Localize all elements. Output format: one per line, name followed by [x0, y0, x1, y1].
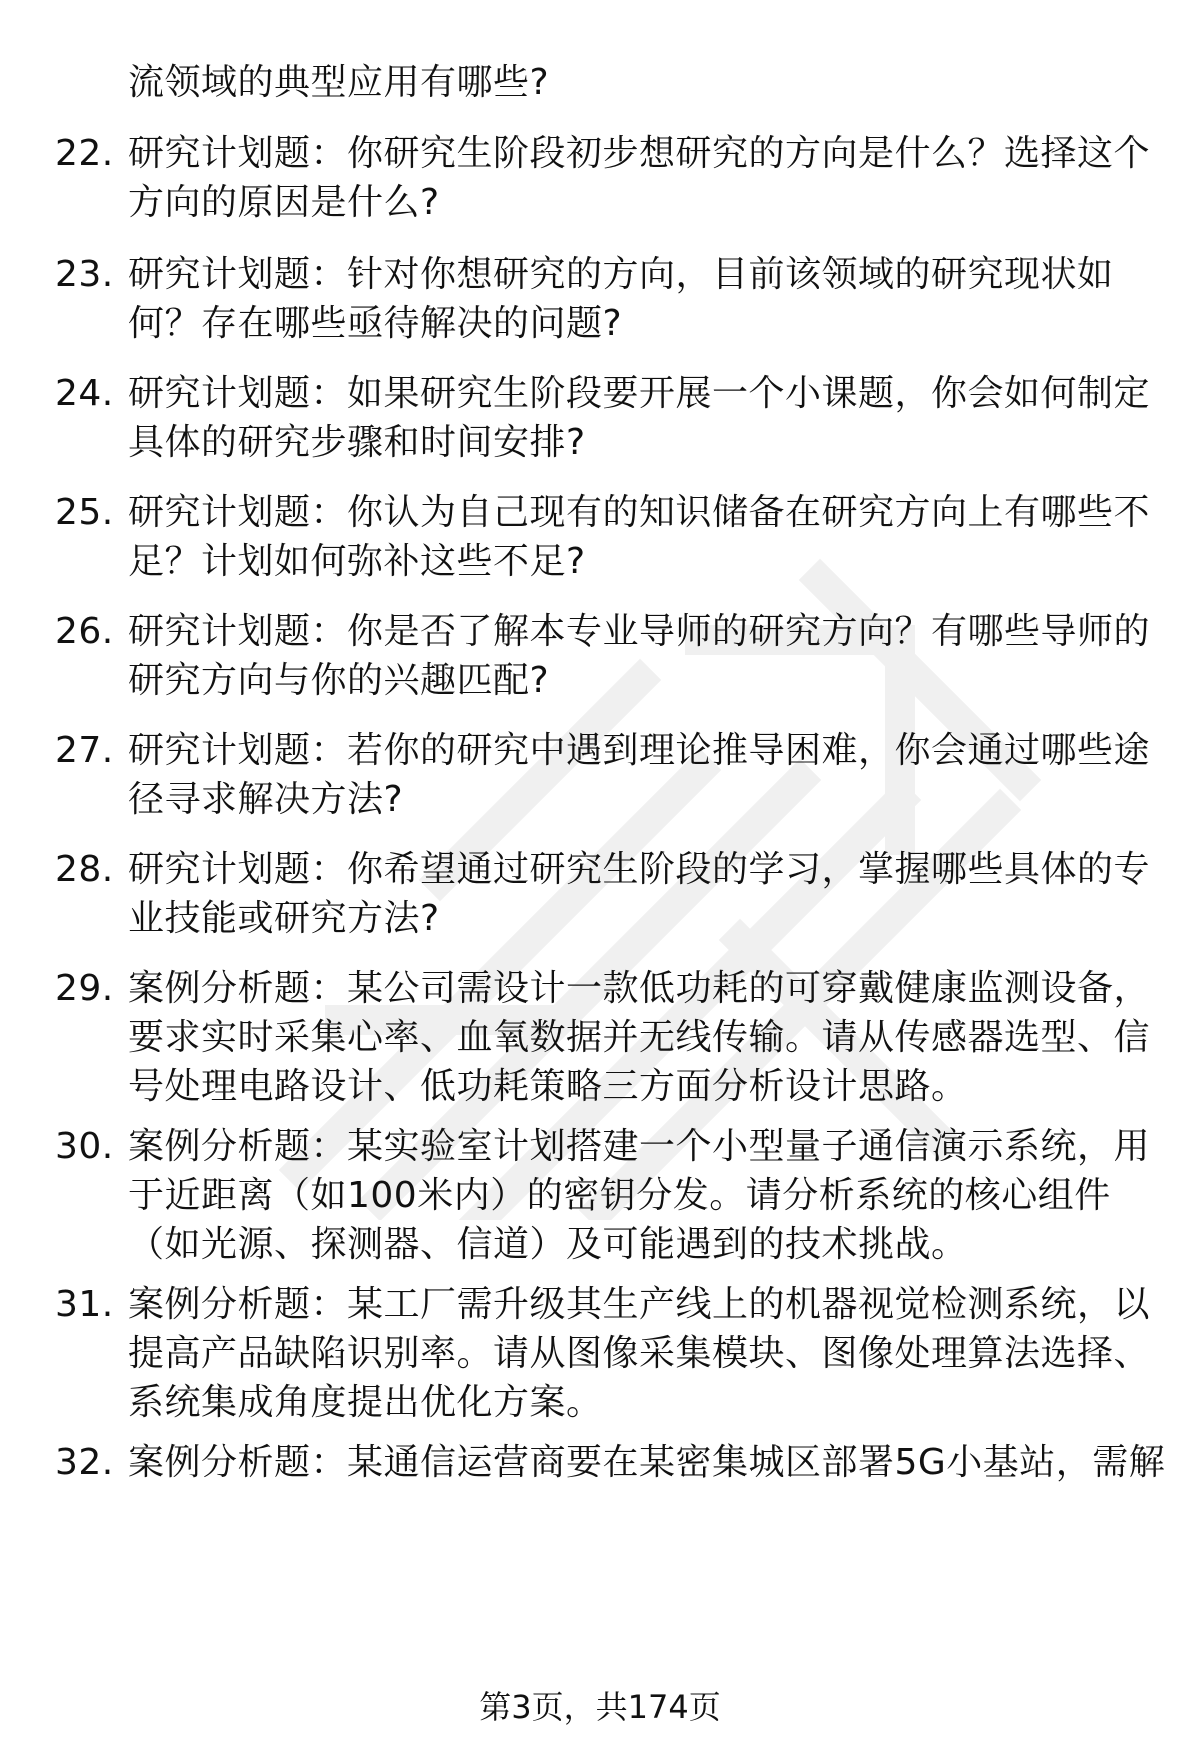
- question-text: [128, 845, 1200, 943]
- question-number: 28.: [55, 849, 114, 890]
- question-text-line: 号处理电路设计、低功耗策略三方面分析设计思路。: [128, 1066, 968, 1107]
- question-number: 26.: [55, 611, 114, 652]
- question-number: 30.: [55, 1126, 114, 1167]
- question-number: 29.: [55, 968, 114, 1009]
- question-text-line: 足？计划如何弥补这些不足?: [128, 541, 586, 582]
- question-text-line: 何？存在哪些亟待解决的问题?: [128, 303, 623, 344]
- question-text: [128, 964, 1200, 1111]
- question-number: 31.: [55, 1284, 114, 1325]
- question-text: [128, 726, 1200, 824]
- question-text-line: 流领域的典型应用有哪些?: [128, 62, 550, 103]
- page-footer: 第3页，共174页: [479, 1688, 721, 1726]
- question-text: [128, 1122, 1200, 1269]
- question-text: [128, 607, 1200, 705]
- question-text: [128, 250, 1200, 348]
- question-text-line: 径寻求解决方法?: [128, 779, 404, 820]
- question-text-line: 研究计划题：若你的研究中遇到理论推导困难，你会通过哪些途: [128, 730, 1151, 771]
- question-text-line: 方向的原因是什么?: [128, 182, 440, 223]
- question-text-line: 案例分析题：某实验室计划搭建一个小型量子通信演示系统，用: [128, 1126, 1151, 1167]
- question-text-line: 研究计划题：针对你想研究的方向，目前该领域的研究现状如: [128, 254, 1114, 295]
- question-text-line: 业技能或研究方法?: [128, 898, 440, 939]
- question-text: [128, 58, 1200, 107]
- question-text-line: 研究计划题：你是否了解本专业导师的研究方向？有哪些导师的: [128, 611, 1151, 652]
- question-text-line: 提高产品缺陷识别率。请从图像采集模块、图像处理算法选择、: [128, 1333, 1151, 1374]
- question-text: [128, 1438, 1200, 1487]
- question-number: 27.: [55, 730, 114, 771]
- question-text: [128, 369, 1200, 467]
- question-text-line: 具体的研究步骤和时间安排?: [128, 422, 586, 463]
- question-text-line: 研究计划题：你认为自己现有的知识储备在研究方向上有哪些不: [128, 492, 1151, 533]
- question-text-line: 案例分析题：某工厂需升级其生产线上的机器视觉检测系统，以: [128, 1284, 1151, 1325]
- question-text: [128, 1280, 1200, 1427]
- question-text-line: 于近距离（如100米内）的密钥分发。请分析系统的核心组件: [128, 1175, 1111, 1216]
- question-number: 25.: [55, 492, 114, 533]
- question-text-line: 案例分析题：某通信运营商要在某密集城区部署5G小基站，需解: [128, 1442, 1166, 1483]
- question-text-line: 系统集成角度提出优化方案。: [128, 1382, 603, 1423]
- question-number: 24.: [55, 373, 114, 414]
- question-text: [128, 129, 1200, 227]
- question-text-line: 研究方向与你的兴趣匹配?: [128, 660, 550, 701]
- question-text-line: 要求实时采集心率、血氧数据并无线传输。请从传感器选型、信: [128, 1017, 1151, 1058]
- question-text-line: 研究计划题：如果研究生阶段要开展一个小课题，你会如何制定: [128, 373, 1151, 414]
- question-text-line: 研究计划题：你希望通过研究生阶段的学习，掌握哪些具体的专: [128, 849, 1151, 890]
- question-number: 22.: [55, 133, 114, 174]
- question-text: [128, 488, 1200, 586]
- question-number: 32.: [55, 1442, 114, 1483]
- question-number: 23.: [55, 254, 114, 295]
- question-text-line: 案例分析题：某公司需设计一款低功耗的可穿戴健康监测设备，: [128, 968, 1151, 1009]
- question-text-line: （如光源、探测器、信道）及可能遇到的技术挑战。: [128, 1224, 968, 1265]
- question-text-line: 研究计划题：你研究生阶段初步想研究的方向是什么？选择这个: [128, 133, 1151, 174]
